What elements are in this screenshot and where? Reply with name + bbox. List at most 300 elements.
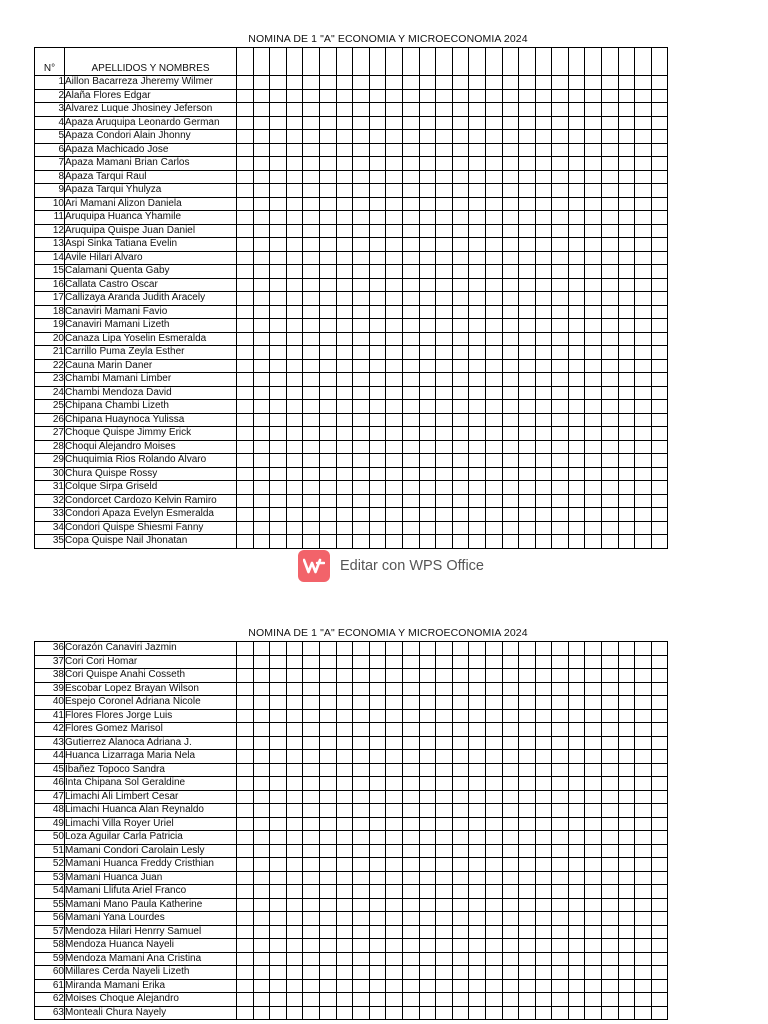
student-name: Alaña Flores Edgar <box>65 89 237 103</box>
grade-cell <box>253 817 270 831</box>
grade-cell <box>436 116 453 130</box>
grade-cell <box>386 427 403 441</box>
grade-cell <box>602 292 619 306</box>
grade-cell <box>552 736 569 750</box>
grade-cell <box>419 709 436 723</box>
grade-cell <box>568 413 585 427</box>
grade-cell <box>353 925 370 939</box>
grade-cell <box>502 48 519 76</box>
grade-cell <box>452 467 469 481</box>
grade-cell <box>419 346 436 360</box>
grade-cell <box>552 89 569 103</box>
grade-cell <box>519 292 536 306</box>
grade-cell <box>436 184 453 198</box>
row-number: 40 <box>35 696 65 710</box>
grade-cell <box>635 1006 652 1020</box>
grade-cell <box>402 831 419 845</box>
row-number: 13 <box>35 238 65 252</box>
grade-cell <box>485 750 502 764</box>
grade-cell <box>585 481 602 495</box>
grade-cell <box>336 831 353 845</box>
grade-cell <box>635 427 652 441</box>
grade-cell <box>286 130 303 144</box>
grade-cell <box>502 952 519 966</box>
grade-cell <box>635 871 652 885</box>
grade-cell <box>519 642 536 656</box>
grade-cell <box>585 709 602 723</box>
grade-cell <box>319 736 336 750</box>
grade-cell <box>270 454 287 468</box>
grade-cell <box>253 89 270 103</box>
grade-cell <box>618 265 635 279</box>
grade-cell <box>286 763 303 777</box>
grade-cell <box>452 885 469 899</box>
grade-cell <box>535 413 552 427</box>
grade-cell <box>452 1006 469 1020</box>
grade-cell <box>568 251 585 265</box>
grade-cell <box>485 332 502 346</box>
table-header-row <box>35 48 668 76</box>
grade-cell <box>253 454 270 468</box>
grade-cell <box>270 427 287 441</box>
grade-cell <box>618 669 635 683</box>
grade-cell <box>402 332 419 346</box>
grade-cell <box>469 103 486 117</box>
grade-cell <box>618 736 635 750</box>
grade-cell <box>469 709 486 723</box>
grade-cell <box>585 979 602 993</box>
grade-cell <box>270 831 287 845</box>
grade-cell <box>336 116 353 130</box>
grade-cell <box>568 197 585 211</box>
grade-cell <box>535 709 552 723</box>
grade-cell <box>402 993 419 1007</box>
grade-cell <box>336 952 353 966</box>
grade-cell <box>286 508 303 522</box>
grade-cell <box>270 979 287 993</box>
grade-cell <box>519 763 536 777</box>
grade-cell <box>452 535 469 549</box>
grade-cell <box>336 265 353 279</box>
grade-cell <box>651 467 668 481</box>
grade-cell <box>568 750 585 764</box>
grade-cell <box>436 817 453 831</box>
grade-cell <box>585 238 602 252</box>
row-number: 15 <box>35 265 65 279</box>
grade-cell <box>353 76 370 90</box>
grade-cell <box>270 723 287 737</box>
grade-cell <box>436 400 453 414</box>
grade-cell <box>618 224 635 238</box>
grade-cell <box>419 211 436 225</box>
grade-cell <box>602 885 619 899</box>
table-row <box>35 413 668 427</box>
grade-cell <box>469 454 486 468</box>
grade-cell <box>452 858 469 872</box>
grade-cell <box>602 427 619 441</box>
grade-cell <box>502 939 519 953</box>
grade-cell <box>568 278 585 292</box>
grade-cell <box>602 952 619 966</box>
grade-cell <box>585 723 602 737</box>
grade-cell <box>253 76 270 90</box>
grade-cell <box>552 912 569 926</box>
grade-cell <box>552 993 569 1007</box>
grade-cell <box>552 170 569 184</box>
grade-cell <box>618 655 635 669</box>
table-row <box>35 979 668 993</box>
grade-cell <box>353 440 370 454</box>
grade-cell <box>369 305 386 319</box>
grade-cell <box>519 831 536 845</box>
grade-cell <box>568 521 585 535</box>
grade-cell <box>519 669 536 683</box>
table-row <box>35 1006 668 1020</box>
grade-cell <box>552 481 569 495</box>
grade-cell <box>419 413 436 427</box>
grade-cell <box>237 790 254 804</box>
grade-cell <box>353 1006 370 1020</box>
grade-cell <box>618 939 635 953</box>
grade-cell <box>402 170 419 184</box>
grade-cell <box>286 939 303 953</box>
grade-cell <box>519 871 536 885</box>
grade-cell <box>303 440 320 454</box>
grade-cell <box>502 89 519 103</box>
grade-cell <box>602 481 619 495</box>
grade-cell <box>502 116 519 130</box>
grade-cell <box>485 952 502 966</box>
grade-cell <box>651 305 668 319</box>
grade-cell <box>286 413 303 427</box>
grade-cell <box>353 184 370 198</box>
grade-cell <box>651 157 668 171</box>
grade-cell <box>618 76 635 90</box>
grade-cell <box>336 386 353 400</box>
grade-cell <box>319 467 336 481</box>
grade-cell <box>502 858 519 872</box>
grade-cell <box>336 454 353 468</box>
grade-cell <box>319 952 336 966</box>
grade-cell <box>253 898 270 912</box>
grade-cell <box>485 912 502 926</box>
grade-cell <box>419 831 436 845</box>
grade-cell <box>635 696 652 710</box>
student-name: Canaviri Mamani Lizeth <box>65 319 237 333</box>
grade-cell <box>353 494 370 508</box>
grade-cell <box>535 359 552 373</box>
grade-cell <box>651 278 668 292</box>
grade-cell <box>369 655 386 669</box>
grade-cell <box>469 655 486 669</box>
table-row <box>35 898 668 912</box>
grade-cell <box>602 197 619 211</box>
grade-cell <box>651 454 668 468</box>
grade-cell <box>502 359 519 373</box>
grade-cell <box>502 925 519 939</box>
grade-cell <box>519 709 536 723</box>
wps-edit-label: Editar con WPS Office <box>340 558 484 574</box>
grade-cell <box>270 48 287 76</box>
grade-cell <box>602 535 619 549</box>
grade-cell <box>568 386 585 400</box>
grade-cell <box>353 777 370 791</box>
grade-cell <box>568 682 585 696</box>
grade-cell <box>535 211 552 225</box>
grade-cell <box>568 858 585 872</box>
roster-table <box>34 47 668 549</box>
grade-cell <box>585 251 602 265</box>
grade-cell <box>635 440 652 454</box>
grade-cell <box>602 278 619 292</box>
grade-cell <box>237 709 254 723</box>
grade-cell <box>585 305 602 319</box>
grade-cell <box>635 197 652 211</box>
grade-cell <box>353 116 370 130</box>
grade-cell <box>419 736 436 750</box>
grade-cell <box>485 251 502 265</box>
grade-cell <box>568 925 585 939</box>
grade-cell <box>419 103 436 117</box>
grade-cell <box>535 184 552 198</box>
grade-cell <box>303 979 320 993</box>
grade-cell <box>552 76 569 90</box>
grade-cell <box>369 170 386 184</box>
grade-cell <box>319 386 336 400</box>
table-row <box>35 103 668 117</box>
grade-cell <box>402 1006 419 1020</box>
grade-cell <box>485 642 502 656</box>
student-name: Chipana Chambi Lizeth <box>65 400 237 414</box>
grade-cell <box>402 116 419 130</box>
grade-cell <box>469 224 486 238</box>
grade-cell <box>519 521 536 535</box>
grade-cell <box>303 211 320 225</box>
grade-cell <box>369 292 386 306</box>
grade-cell <box>585 278 602 292</box>
grade-cell <box>286 696 303 710</box>
grade-cell <box>402 440 419 454</box>
grade-cell <box>436 265 453 279</box>
grade-cell <box>303 642 320 656</box>
grade-cell <box>585 427 602 441</box>
grade-cell <box>519 197 536 211</box>
grade-cell <box>319 103 336 117</box>
grade-cell <box>402 750 419 764</box>
grade-cell <box>585 467 602 481</box>
grade-cell <box>535 777 552 791</box>
grade-cell <box>270 238 287 252</box>
grade-cell <box>386 966 403 980</box>
grade-cell <box>452 170 469 184</box>
grade-cell <box>237 871 254 885</box>
grade-cell <box>651 535 668 549</box>
grade-cell <box>618 777 635 791</box>
grade-cell <box>635 305 652 319</box>
grade-cell <box>237 494 254 508</box>
grade-cell <box>253 211 270 225</box>
grade-cell <box>635 319 652 333</box>
grade-cell <box>469 696 486 710</box>
grade-cell <box>336 925 353 939</box>
grade-cell <box>286 332 303 346</box>
grade-cell <box>253 521 270 535</box>
grade-cell <box>353 332 370 346</box>
grade-cell <box>452 844 469 858</box>
grade-cell <box>469 184 486 198</box>
grade-cell <box>402 89 419 103</box>
grade-cell <box>402 278 419 292</box>
table-row <box>35 184 668 198</box>
grade-cell <box>419 481 436 495</box>
grade-cell <box>386 170 403 184</box>
grade-cell <box>602 912 619 926</box>
grade-cell <box>502 251 519 265</box>
grade-cell <box>651 103 668 117</box>
table-row <box>35 750 668 764</box>
student-name: Apaza Condori Alain Jhonny <box>65 130 237 144</box>
grade-cell <box>602 265 619 279</box>
grade-cell <box>519 750 536 764</box>
grade-cell <box>602 925 619 939</box>
grade-cell <box>552 966 569 980</box>
grade-cell <box>618 642 635 656</box>
table-row <box>35 76 668 90</box>
student-name: Limachi Huanca Alan Reynaldo <box>65 804 237 818</box>
grade-cell <box>237 143 254 157</box>
grade-cell <box>303 238 320 252</box>
grade-cell <box>303 76 320 90</box>
grade-cell <box>585 831 602 845</box>
grade-cell <box>635 844 652 858</box>
grade-cell <box>618 481 635 495</box>
grade-cell <box>552 682 569 696</box>
grade-cell <box>319 89 336 103</box>
grade-cell <box>552 831 569 845</box>
grade-cell <box>237 292 254 306</box>
grade-cell <box>469 858 486 872</box>
grade-cell <box>485 197 502 211</box>
grade-cell <box>485 305 502 319</box>
grade-cell <box>535 170 552 184</box>
grade-cell <box>419 305 436 319</box>
grade-cell <box>502 386 519 400</box>
grade-cell <box>270 669 287 683</box>
grade-cell <box>386 535 403 549</box>
table-row <box>35 844 668 858</box>
grade-cell <box>336 238 353 252</box>
grade-cell <box>253 723 270 737</box>
grade-cell <box>452 912 469 926</box>
grade-cell <box>618 790 635 804</box>
grade-cell <box>336 224 353 238</box>
grade-cell <box>502 898 519 912</box>
student-name: Mamani Yana Lourdes <box>65 912 237 926</box>
grade-cell <box>419 1006 436 1020</box>
grade-cell <box>618 898 635 912</box>
grade-cell <box>585 763 602 777</box>
row-number: 61 <box>35 979 65 993</box>
grade-cell <box>651 481 668 495</box>
grade-cell <box>336 750 353 764</box>
grade-cell <box>485 790 502 804</box>
grade-cell <box>286 197 303 211</box>
grade-cell <box>286 48 303 76</box>
grade-cell <box>286 682 303 696</box>
grade-cell <box>436 211 453 225</box>
row-number: 31 <box>35 481 65 495</box>
grade-cell <box>469 157 486 171</box>
grade-cell <box>618 251 635 265</box>
grade-cell <box>485 76 502 90</box>
student-name: Flores Flores Jorge Luis <box>65 709 237 723</box>
grade-cell <box>270 170 287 184</box>
grade-cell <box>353 709 370 723</box>
grade-cell <box>353 373 370 387</box>
grade-cell <box>286 750 303 764</box>
grade-cell <box>602 804 619 818</box>
table-row <box>35 858 668 872</box>
grade-cell <box>369 184 386 198</box>
grade-cell <box>552 130 569 144</box>
grade-cell <box>552 48 569 76</box>
grade-cell <box>436 103 453 117</box>
grade-cell <box>419 278 436 292</box>
grade-cell <box>651 844 668 858</box>
grade-cell <box>319 197 336 211</box>
grade-cell <box>552 709 569 723</box>
grade-cell <box>519 89 536 103</box>
grade-cell <box>402 979 419 993</box>
grade-cell <box>237 251 254 265</box>
grade-cell <box>602 157 619 171</box>
grade-cell <box>552 804 569 818</box>
grade-cell <box>369 103 386 117</box>
wps-edit-banner[interactable] <box>298 549 484 583</box>
grade-cell <box>519 48 536 76</box>
grade-cell <box>452 305 469 319</box>
grade-cell <box>353 844 370 858</box>
grade-cell <box>353 238 370 252</box>
grade-cell <box>369 265 386 279</box>
table-row <box>35 346 668 360</box>
grade-cell <box>353 763 370 777</box>
grade-cell <box>319 831 336 845</box>
grade-cell <box>602 454 619 468</box>
grade-cell <box>469 494 486 508</box>
grade-cell <box>353 655 370 669</box>
grade-cell <box>485 184 502 198</box>
grade-cell <box>386 979 403 993</box>
grade-cell <box>485 265 502 279</box>
grade-cell <box>436 858 453 872</box>
grade-cell <box>535 89 552 103</box>
grade-cell <box>618 1006 635 1020</box>
student-name: Loza Aguilar Carla Patricia <box>65 831 237 845</box>
grade-cell <box>286 871 303 885</box>
grade-cell <box>519 386 536 400</box>
grade-cell <box>369 642 386 656</box>
grade-cell <box>253 804 270 818</box>
grade-cell <box>319 966 336 980</box>
grade-cell <box>369 669 386 683</box>
grade-cell <box>270 736 287 750</box>
grade-cell <box>353 790 370 804</box>
grade-cell <box>502 669 519 683</box>
grade-cell <box>452 130 469 144</box>
grade-cell <box>535 1006 552 1020</box>
grade-cell <box>270 278 287 292</box>
